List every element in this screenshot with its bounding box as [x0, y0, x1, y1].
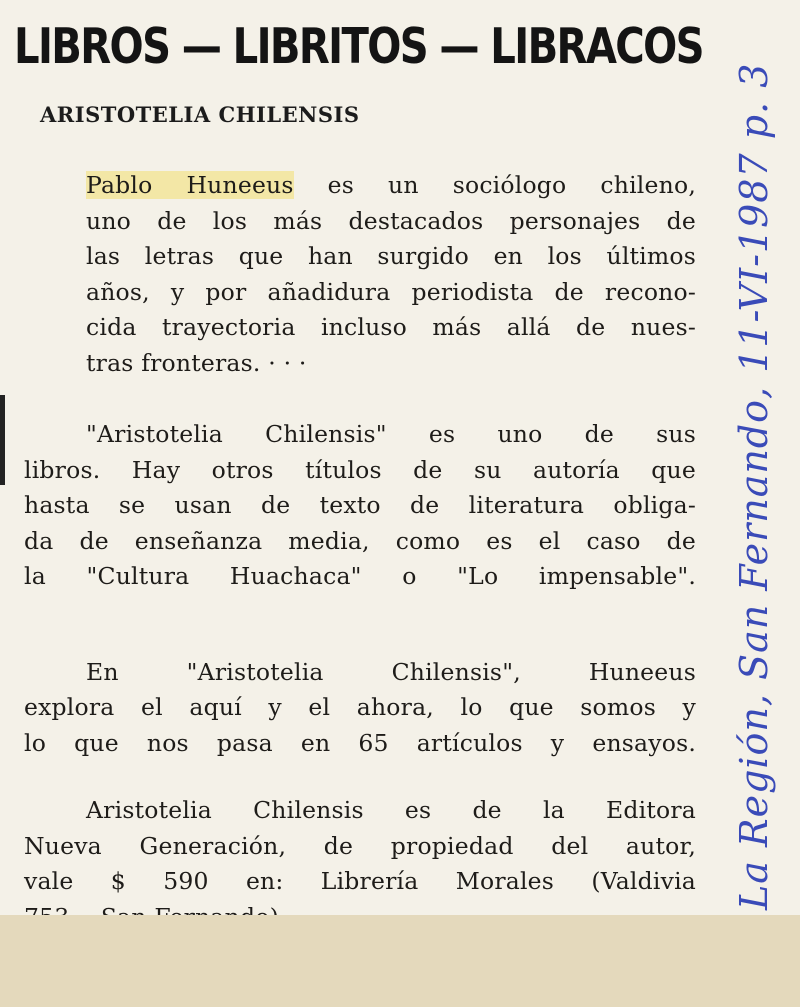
paragraph-4 [24, 793, 696, 935]
headline: LIBROS — LIBRITOS — LIBRACOS [14, 18, 703, 75]
left-edge-mark [0, 395, 5, 485]
paragraph-3 [24, 655, 696, 762]
paragraph-line: Aristotelia Chilensis es de la Editora [86, 796, 696, 824]
paragraph-line: las letras que han surgido en los últimos [86, 242, 696, 270]
paragraph-line: lo que nos pasa en 65 artículos y ensayos. [24, 728, 696, 757]
paragraph-line: da de enseñanza media, como es el caso de [24, 526, 696, 555]
paragraph-line: En "Aristotelia Chilensis", Huneeus [86, 657, 696, 686]
paragraph-line: Nueva Generación, de propiedad del autor, [24, 831, 696, 860]
paragraph-line [24, 168, 696, 204]
paragraph-line: tras fronteras. · · · [86, 348, 307, 377]
article-body [24, 168, 696, 935]
paragraph-line: la "Cultura Huachaca" o "Lo impensable". [24, 562, 696, 590]
paragraph-line: años, y por añadidura periodista de recono- [86, 277, 696, 306]
paragraph-1 [24, 168, 696, 381]
paragraph-line: vale $ 590 en: Librería Morales (Valdivia [24, 867, 696, 895]
background-card [0, 915, 800, 1007]
paragraph-line: libros. Hay otros títulos de su autoría que [24, 455, 696, 484]
line-rest: es un sociólogo chileno, [293, 171, 696, 199]
paragraph-line: hasta se usan de texto de literatura obliga- [24, 491, 696, 519]
paragraph-line: uno de los más destacados personajes de [86, 206, 696, 235]
article-subhead: ARISTOTELIA CHILENSIS [40, 102, 360, 127]
paragraph-line: "Aristotelia Chilensis" es uno de sus [86, 420, 696, 448]
paragraph-line: cida trayectoria incluso más allá de nues- [86, 313, 696, 341]
handwritten-source-note: La Región, San Fernando, 11-VI-1987 p. 3 [732, 62, 776, 910]
paragraph-2 [24, 417, 696, 595]
highlighted-name: Pablo Huneeus [86, 171, 294, 199]
paragraph-line: explora el aquí y el ahora, lo que somos y [24, 693, 696, 721]
